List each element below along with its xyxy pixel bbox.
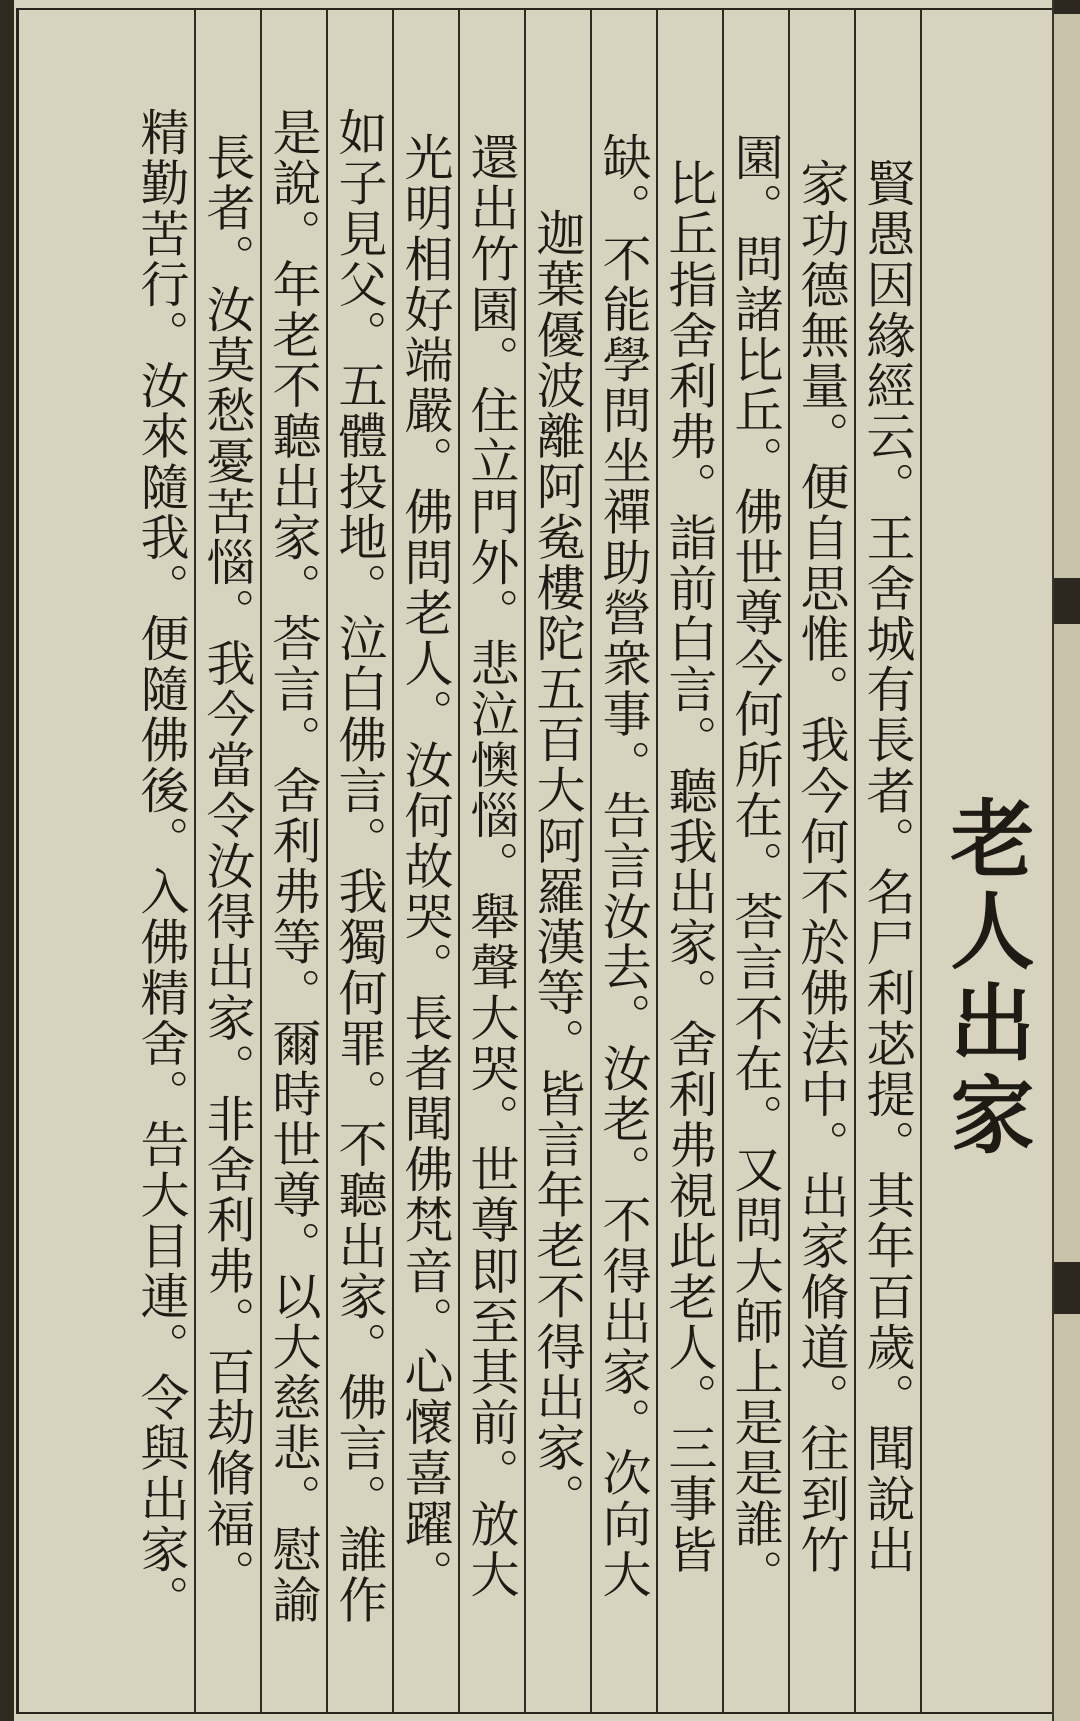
margin-mark [1054, 578, 1080, 624]
text-column: 缺。不能學問坐禪助營衆事。告言汝去。汝老。不得出家。次向大 [590, 10, 656, 1712]
right-margin [1052, 0, 1080, 1721]
text-column: 園。問諸比丘。佛世尊今何所在。荅言不在。又問大師上是是誰。 [722, 10, 788, 1712]
text-column: 比丘指舍利弗。詣前白言。聽我出家。舍利弗視此老人。三事皆 [656, 10, 722, 1712]
page-gutter [0, 0, 14, 1721]
text-column: 光明相好端嚴。佛問老人。汝何故哭。長者聞佛梵音。心懷喜躍。 [392, 10, 458, 1712]
text-columns [22, 10, 1052, 1712]
margin-mark [1054, 1262, 1080, 1314]
page-title: 老人出家 [920, 10, 1052, 1712]
text-column: 賢愚因緣經云。王舍城有長者。名尸利苾提。其年百歲。聞說出 [854, 10, 920, 1712]
margin-mark [1054, 0, 1080, 14]
text-column: 家功德無量。便自思惟。我今何不於佛法中。出家脩道。往到竹 [788, 10, 854, 1712]
text-column: 精勤苦行。汝來隨我。便隨佛後。入佛精舍。告大目連。令與出家。 [133, 107, 190, 1625]
text-column: 是說。年老不聽出家。荅言。舍利弗等。爾時世尊。以大慈悲。慰諭 [260, 10, 326, 1712]
text-column: 迦葉優波離阿㝹樓陀五百大阿羅漢等。皆言年老不得出家。 [524, 10, 590, 1712]
text-column: 還出竹園。住立門外。悲泣懊惱。舉聲大哭。世尊即至其前。放大 [458, 10, 524, 1712]
text-column: 如子見父。五體投地。泣白佛言。我獨何罪。不聽出家。佛言。誰作 [326, 10, 392, 1712]
text-column: 長者。汝莫愁憂苦惱。我今當令汝得出家。非舍利弗。百劫脩福。 [194, 10, 260, 1712]
